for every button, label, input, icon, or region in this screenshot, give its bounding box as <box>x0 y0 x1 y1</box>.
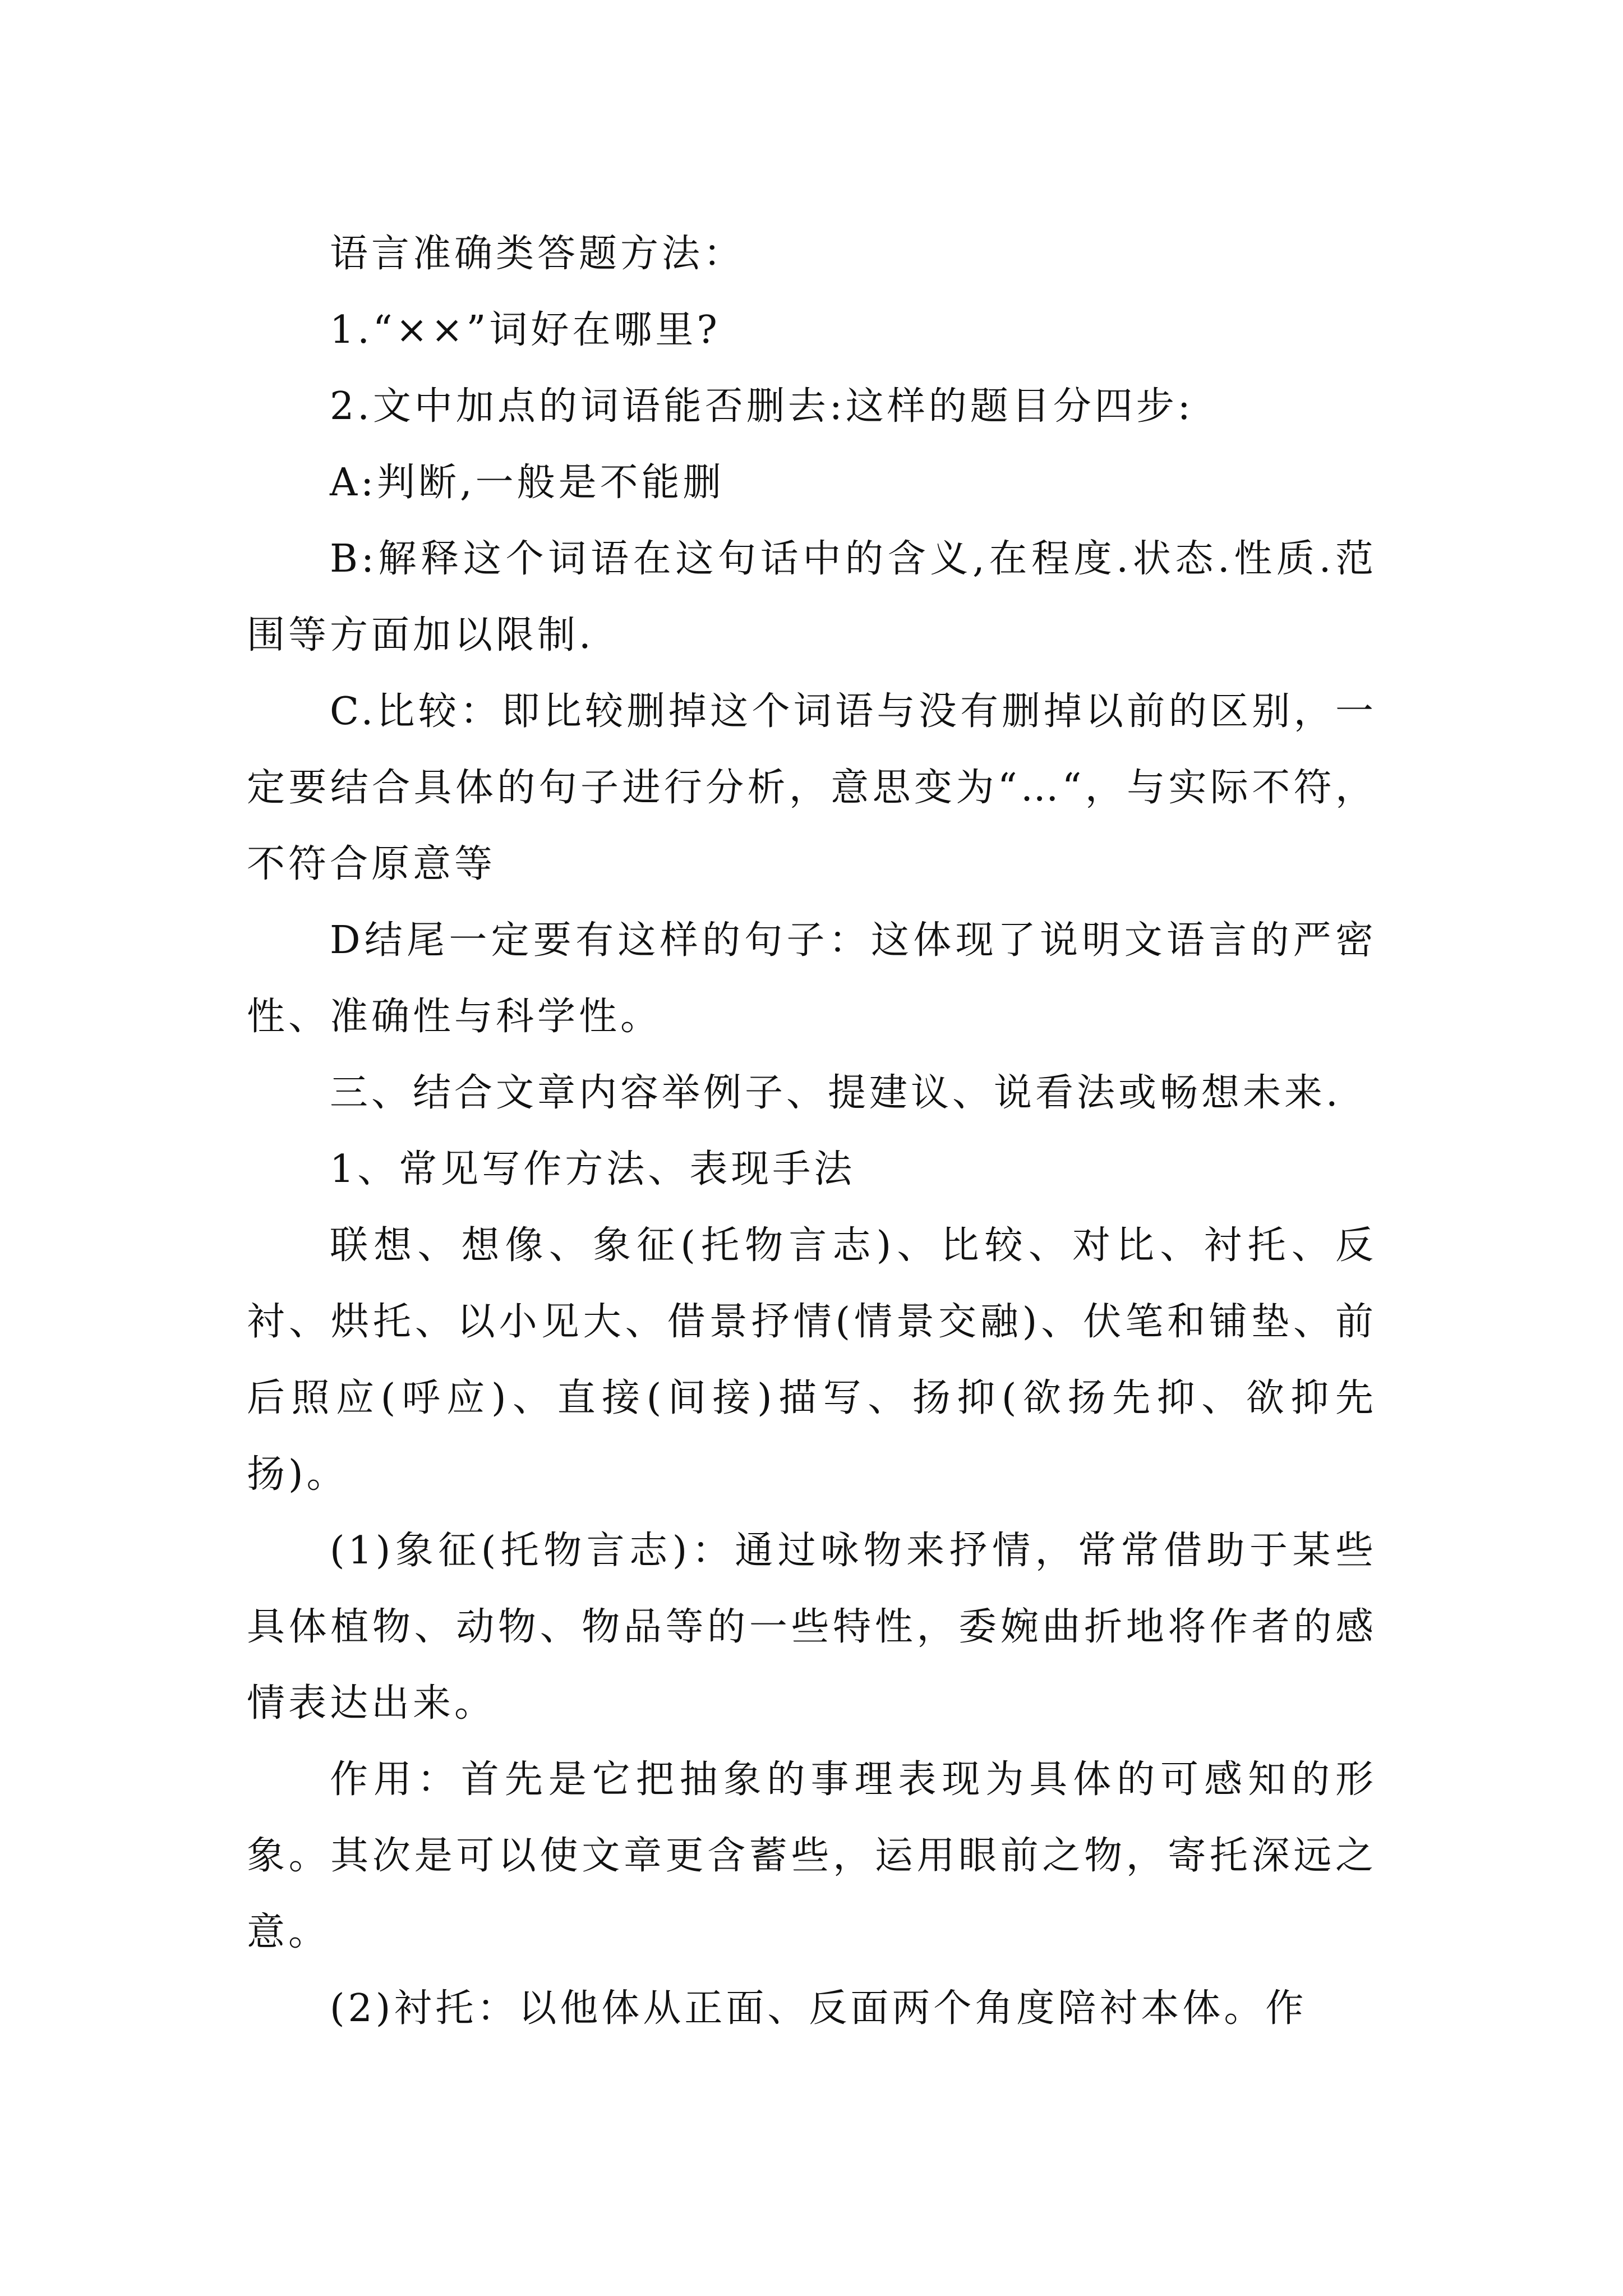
paragraph-symbolism-effect: 作用：首先是它把抽象的事理表现为具体的可感知的形象。其次是可以使文章更含蓄些，运用眼前之物，寄托深远之意。 <box>247 1757 1377 1954</box>
paragraph-writing-methods-list: 联想、想像、象征(托物言志)、比较、对比、衬托、反衬、烘托、以小见大、借景抒情(情景交融)、伏笔和铺垫、前后照应(呼应)、直接(间接)描写、扬抑(欲扬先抑、欲抑先扬)。 <box>247 1223 1377 1497</box>
paragraph-section-three: 三、结合文章内容举例子、提建议、说看法或畅想未来. <box>330 1071 1341 1115</box>
paragraph-item-1: 1.“××”词好在哪里? <box>330 308 721 352</box>
paragraph-step-b: B:解释这个词语在这句话中的含义,在程度.状态.性质.范围等方面加以限制. <box>247 537 1377 657</box>
paragraph-contrast: (2)衬托：以他体从正面、反面两个角度陪衬本体。作 <box>330 1986 1307 2031</box>
paragraph-step-a: A:判断,一般是不能删 <box>330 461 725 505</box>
paragraph-writing-methods-heading: 1、常见写作方法、表现手法 <box>330 1147 856 1191</box>
document-body <box>247 216 1377 2047</box>
paragraph-heading-language-accuracy: 语言准确类答题方法： <box>330 232 745 276</box>
paragraph-step-d: D结尾一定要有这样的句子：这体现了说明文语言的严密性、准确性与科学性。 <box>247 918 1377 1039</box>
paragraph-step-c: C.比较：即比较删掉这个词语与没有删掉以前的区别，一定要结合具体的句子进行分析，意思变为“…“，与实际不符，不符合原意等 <box>247 689 1377 886</box>
paragraph-symbolism: (1)象征(托物言志)：通过咏物来抒情，常常借助于某些具体植物、动物、物品等的一些特性，委婉曲折地将作者的感情表达出来。 <box>247 1529 1377 1726</box>
paragraph-item-2: 2.文中加点的词语能否删去:这样的题目分四步: <box>330 384 1194 429</box>
